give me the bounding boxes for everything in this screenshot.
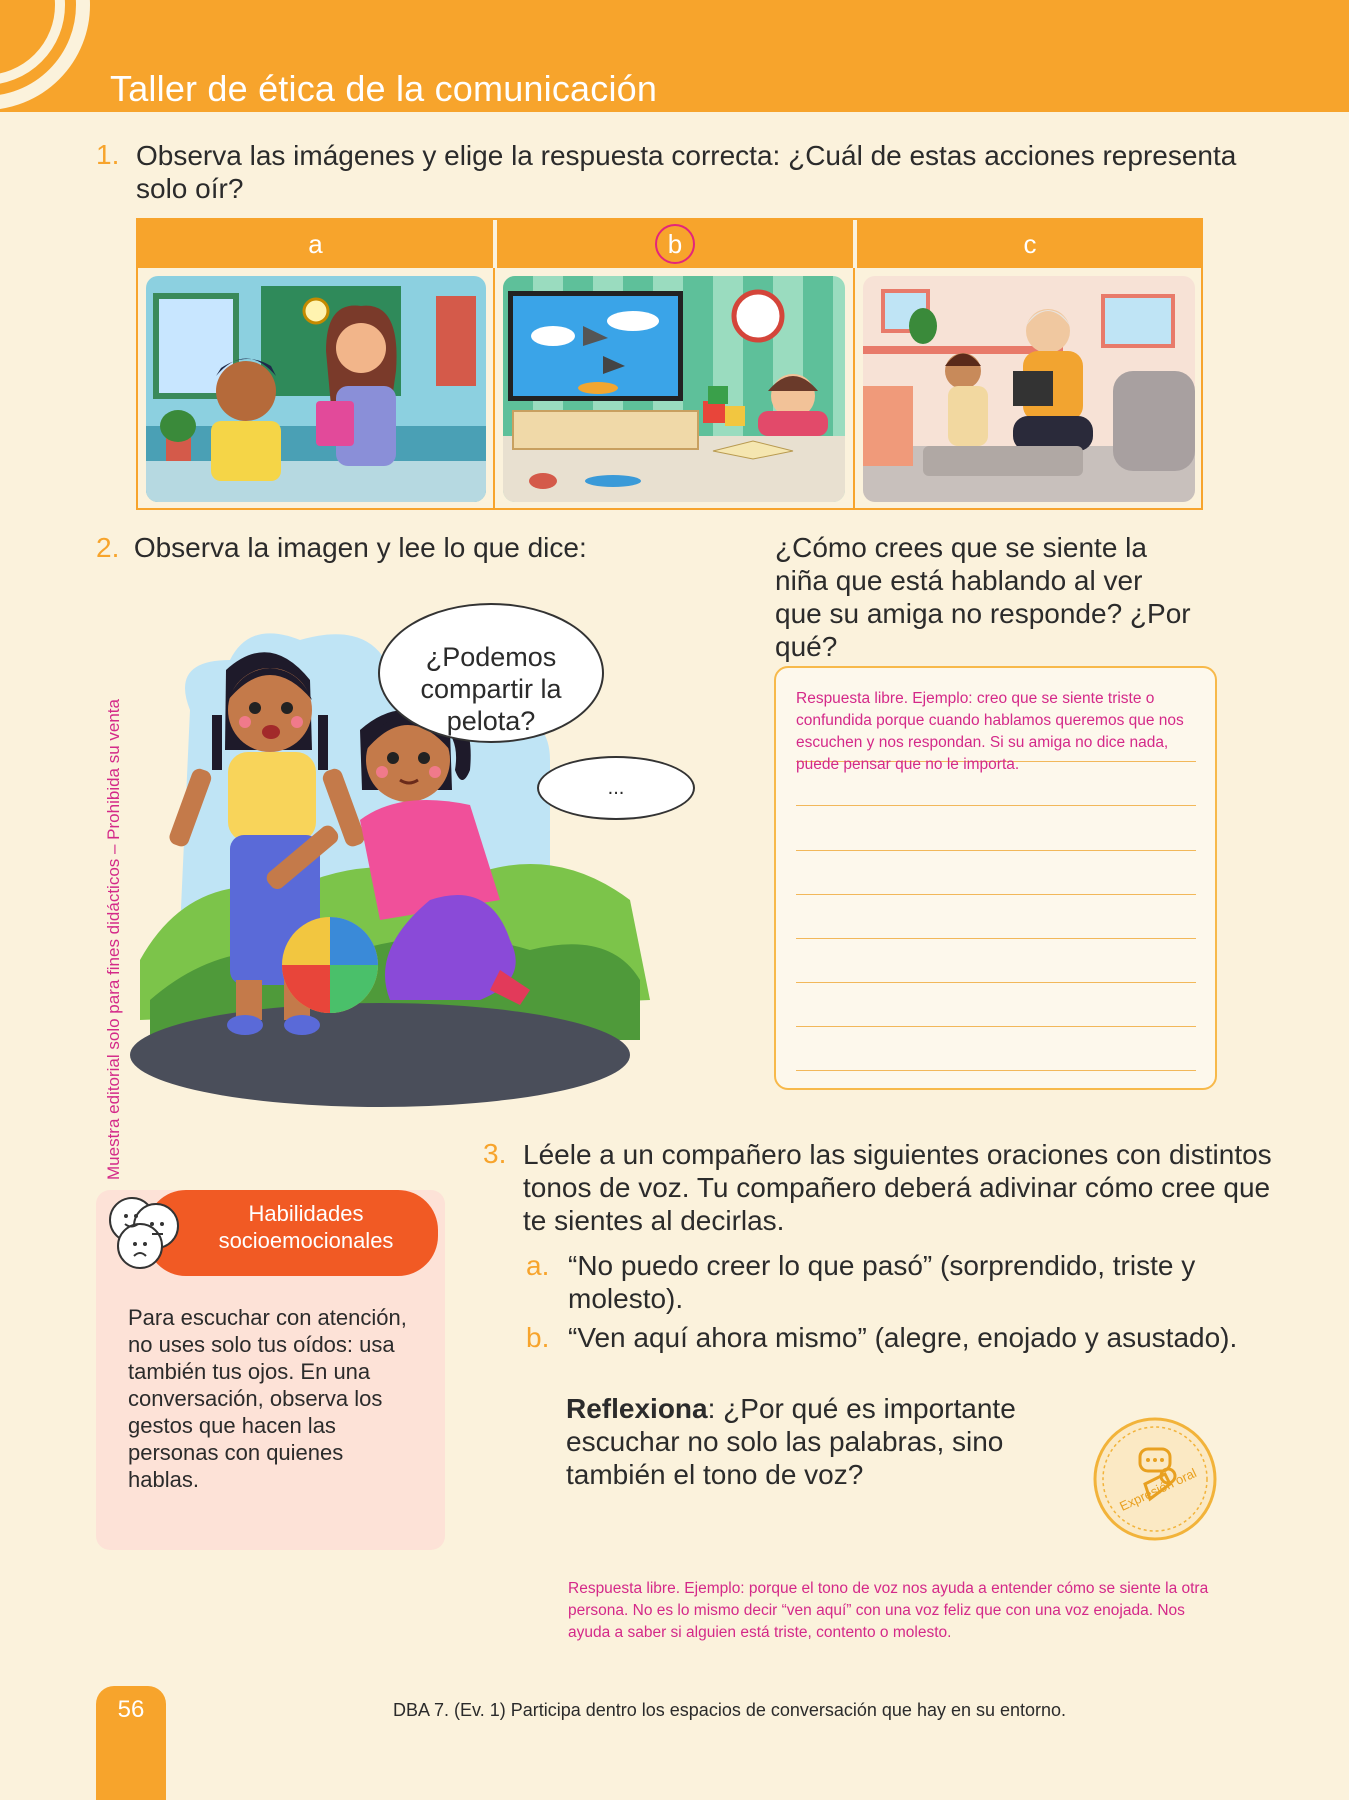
footer-dba: DBA 7. (Ev. 1) Participa dentro los espacios de conversación que hay en su entorno.: [393, 1700, 1067, 1720]
answer-box[interactable]: [774, 666, 1217, 1090]
sentence-a: [526, 1249, 1266, 1319]
speech-bubble-silence: ...: [537, 756, 695, 820]
reflection-text: : ¿Por qué es importante escuchar no solo las palabras, sino también el tono de voz?: [566, 1393, 1016, 1490]
writing-line: [796, 982, 1196, 983]
item-letter: b.: [526, 1322, 550, 1353]
editorial-side-note: Muestra editorial solo para fines didácticos – Prohibida su venta: [104, 699, 123, 1180]
item-letter: a.: [526, 1250, 550, 1281]
option-a-panel[interactable]: [138, 268, 495, 510]
oral-expression-badge: [1090, 1414, 1220, 1544]
question-number: 3.: [483, 1138, 507, 1169]
question-text: Observa las imágenes y elige la respuesta correcta: ¿Cuál de estas acciones representa solo oír?: [136, 140, 1237, 204]
question-text: Observa la imagen y lee lo que dice:: [133, 532, 587, 563]
speech-bubble-question: ¿Podemos compartir la pelota?: [378, 603, 604, 743]
option-c-panel[interactable]: [855, 268, 1203, 510]
writing-line: [796, 1026, 1196, 1027]
writing-line: [796, 1070, 1196, 1071]
option-b-header[interactable]: [495, 220, 853, 268]
question-number: 2.: [96, 532, 120, 563]
sample-answer-2: Respuesta libre. Ejemplo: porque el tono de voz nos ayuda a entender cómo se siente la otra persona. No es lo mismo decir “ven aquí” con una voz feliz que con una voz enojada. Nos ayuda a saber si alguien está triste, contento o molesto.: [568, 1580, 1209, 1641]
socioemotional-title: Habilidades socioemocionales: [218, 1201, 394, 1253]
option-c-header[interactable]: [855, 220, 1203, 268]
sentence-b: [526, 1321, 1266, 1391]
sample-answer: Respuesta libre. Ejemplo: creo que se siente triste o confundida porque cuando hablamos queremos que nos escuchen y nos respondan. Si su amiga no dice nada, puede pensar que no le importa.: [796, 690, 1184, 773]
reading-with-grandma-illustration: [863, 276, 1195, 502]
item-text: “No puedo creer lo que pasó” (sorprendido, triste y molesto).: [568, 1250, 1196, 1314]
reflection-prompt: [566, 1392, 1046, 1491]
option-label-selected: b: [655, 224, 695, 264]
question-2: [96, 531, 587, 564]
option-label: a: [308, 229, 323, 259]
page-title: Taller de ética de la comunicación: [110, 68, 658, 109]
question-number: 1.: [96, 139, 120, 170]
socioemotional-text: Para escuchar con atención, no uses solo tus oídos: usa también tus ojos. En una conversación, observa los gestos que hacen las personas con quienes hablas.: [128, 1305, 407, 1492]
item-text: “Ven aquí ahora mismo” (alegre, enojado y asustado).: [568, 1322, 1238, 1353]
option-label: c: [1023, 229, 1037, 259]
writing-line: [796, 850, 1196, 851]
question-2-prompt: ¿Cómo crees que se siente la niña que está hablando al ver que su amiga no responde? ¿Por qué?: [775, 532, 1191, 662]
option-b-panel[interactable]: [495, 268, 855, 510]
page-number: 56: [117, 1696, 145, 1723]
writing-line: [796, 894, 1196, 895]
classroom-illustration: [146, 276, 486, 502]
faces-icon: [100, 1186, 190, 1276]
reflection-label: Reflexiona: [566, 1393, 708, 1424]
writing-line: [796, 938, 1196, 939]
badge-label: Expresión oral: [1117, 1465, 1199, 1514]
answer-options: [136, 218, 1203, 510]
writing-line: [796, 805, 1196, 806]
question-text: Léele a un compañero las siguientes oraciones con distintos tonos de voz. Tu compañero deberá adivinar cómo cree que te sientes al decirlas.: [523, 1139, 1272, 1236]
tv-watching-illustration: [503, 276, 845, 502]
option-a-header[interactable]: [138, 220, 493, 268]
